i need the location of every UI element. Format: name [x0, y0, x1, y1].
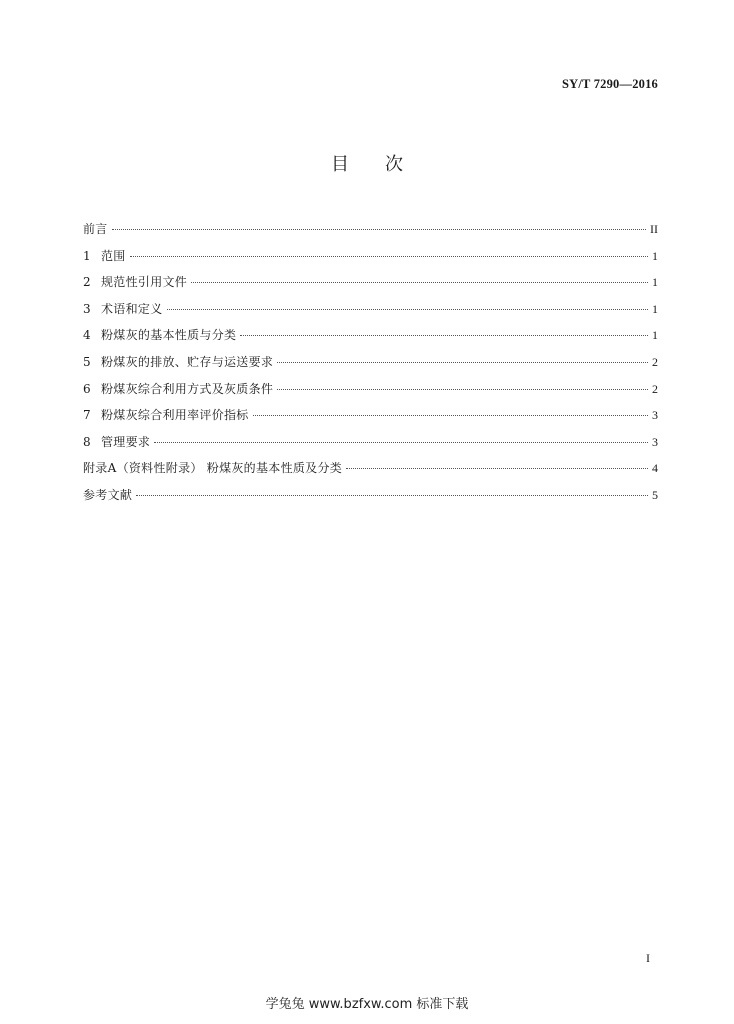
toc-entry-number: 5: [83, 354, 91, 369]
toc-entry-page: 3: [652, 434, 658, 449]
toc-entry-references[interactable]: [83, 485, 658, 512]
toc-entry-1[interactable]: [83, 246, 658, 273]
toc-leader-dots: [346, 468, 648, 469]
toc-entry-label: 粉煤灰综合利用方式及灰质条件: [101, 381, 274, 396]
toc-entry-5[interactable]: [83, 352, 658, 379]
toc-entry-page: 5: [652, 487, 658, 502]
toc-leader-dots: [112, 229, 646, 230]
toc-entry-label: 参考文献: [83, 487, 133, 502]
toc-leader-dots: [191, 282, 648, 283]
toc-leader-dots: [130, 256, 648, 257]
toc-entry-label: 范围: [101, 248, 126, 263]
toc-entry-page: 1: [652, 301, 658, 316]
toc-entry-label: 术语和定义: [101, 301, 163, 316]
toc-leader-dots: [253, 415, 648, 416]
toc-title-char-2: 次: [385, 154, 403, 175]
toc-entry-label: 粉煤灰综合利用率评价指标: [101, 408, 249, 423]
toc-entry-page: 4: [652, 461, 658, 476]
toc-leader-dots: [167, 309, 648, 310]
toc-entry-number: 2: [83, 275, 91, 290]
toc-leader-dots: [277, 389, 648, 390]
toc-entry-number: 6: [83, 381, 91, 396]
toc-entry-number: 1: [83, 248, 91, 263]
toc-entry-page: 1: [652, 248, 658, 263]
toc-entry-number: 8: [83, 434, 91, 449]
toc-entry-8[interactable]: [83, 432, 658, 459]
toc-entry-page: 1: [652, 275, 658, 290]
toc-entry-label: 粉煤灰的基本性质与分类: [101, 328, 237, 343]
toc-entry-page: 2: [652, 381, 658, 396]
toc-entry-number: 3: [83, 301, 91, 316]
toc-entry-label: 规范性引用文件: [101, 275, 188, 290]
toc-entry-page: 1: [652, 328, 658, 343]
toc-list: [83, 219, 658, 512]
toc-entry-4[interactable]: [83, 325, 658, 352]
toc-entry-appendix-a[interactable]: [83, 458, 658, 485]
toc-entry-preface[interactable]: [83, 219, 658, 246]
toc-entry-label: 管理要求: [101, 434, 151, 449]
toc-leader-dots: [136, 495, 648, 496]
toc-leader-dots: [277, 362, 648, 363]
toc-entry-page: 2: [652, 354, 658, 369]
toc-entry-number: 4: [83, 328, 91, 343]
toc-entry-label: 附录A（资料性附录） 粉煤灰的基本性质及分类: [83, 461, 343, 476]
toc-entry-2[interactable]: [83, 272, 658, 299]
toc-entry-7[interactable]: [83, 405, 658, 432]
toc-leader-dots: [240, 335, 648, 336]
toc-entry-page: 3: [652, 408, 658, 423]
toc-entry-label: 粉煤灰的排放、贮存与运送要求: [101, 354, 274, 369]
standard-number: SY/T 7290—2016: [562, 77, 658, 91]
toc-entry-3[interactable]: [83, 299, 658, 326]
page-folio: I: [646, 951, 650, 965]
toc-entry-number: 7: [83, 408, 91, 423]
toc-entry-6[interactable]: [83, 379, 658, 406]
toc-entry-label: 前言: [83, 222, 108, 236]
toc-title-char-1: 目: [331, 154, 349, 175]
toc-entry-page: II: [650, 222, 658, 236]
toc-title: [0, 150, 734, 176]
footer-watermark: 学兔兔 www.bzfxw.com 标准下载: [265, 997, 469, 1012]
toc-leader-dots: [154, 442, 648, 443]
